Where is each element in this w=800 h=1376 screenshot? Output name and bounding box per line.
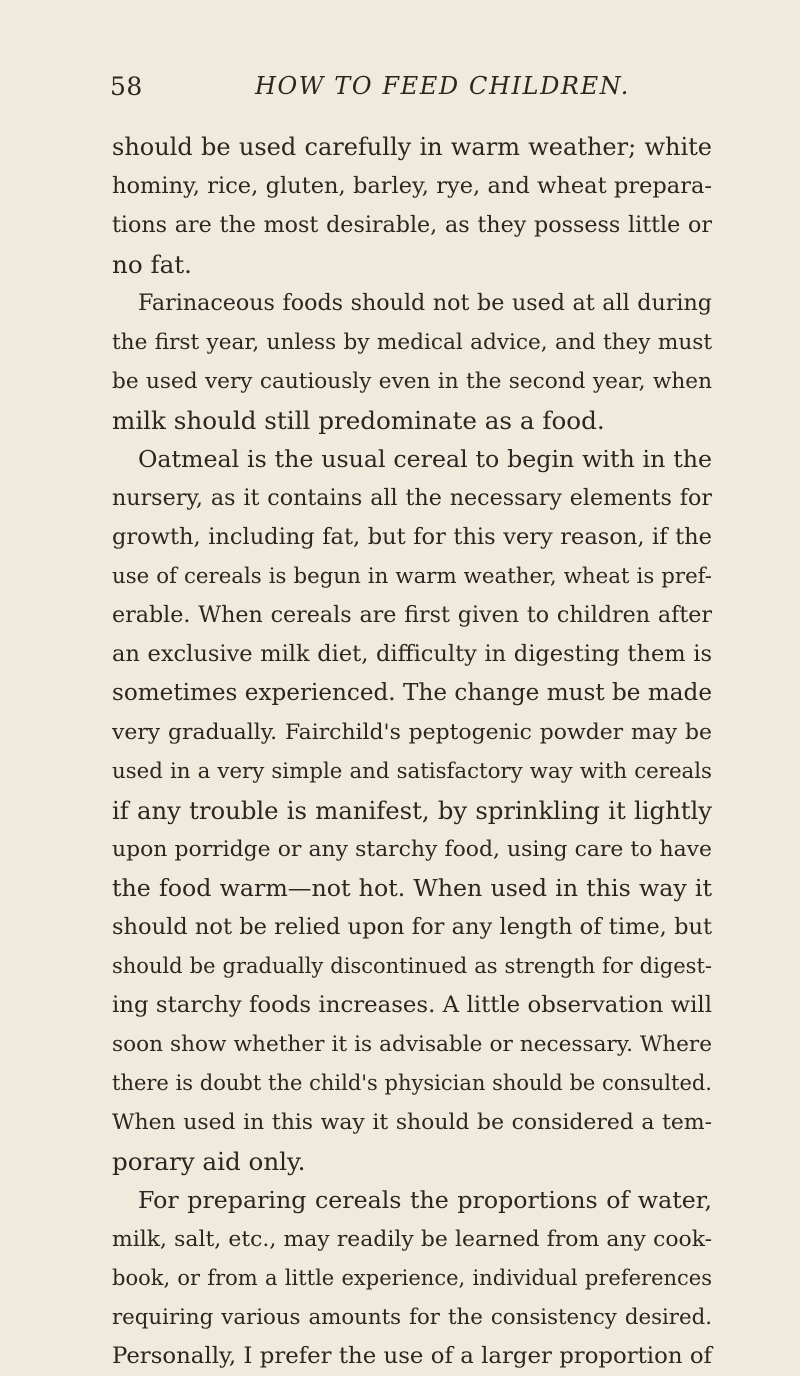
text-line: nursery, as it contains all the necessary elements for <box>112 485 712 511</box>
text-line: Personally, I prefer the use of a larger proportion of <box>112 1343 712 1369</box>
text-line: soon show whether it is advisable or necessary. Where <box>112 1032 712 1057</box>
text-line: use of cereals is begun in warm weather, wheat is pref- <box>112 564 712 589</box>
text-line: very gradually. Fairchild's peptogenic powder may be <box>112 720 712 745</box>
text-line: tions are the most desirable, as they possess little or <box>112 212 712 238</box>
text-line: ing starchy foods increases. A little observation will <box>112 992 712 1018</box>
page-header <box>110 72 710 106</box>
text-line: an exclusive milk diet, difficulty in digesting them is <box>112 641 712 667</box>
text-line: should be gradually discontinued as strength for digest- <box>112 954 712 978</box>
text-line: When used in this way it should be considered a tem- <box>112 1110 712 1135</box>
body-text <box>112 128 712 1376</box>
text-line: sometimes experienced. The change must be made <box>112 680 712 706</box>
text-line: the first year, unless by medical advice, and they must <box>112 330 712 355</box>
text-line: growth, including fat, but for this very reason, if the <box>112 524 712 550</box>
text-line: Oatmeal is the usual cereal to begin with in the <box>138 445 712 473</box>
text-line: there is doubt the child's physician should be consulted. <box>112 1071 712 1095</box>
text-line: porary aid only. <box>112 1147 306 1176</box>
text-line: hominy, rice, gluten, barley, rye, and wheat prepara- <box>112 173 712 199</box>
text-line: should not be relied upon for any length of time, but <box>112 914 712 940</box>
text-line: should be used carefully in warm weather; white <box>112 133 712 161</box>
text-line: erable. When cereals are first given to children after <box>112 602 712 628</box>
text-line: requiring various amounts for the consistency desired. <box>112 1305 712 1330</box>
text-line: For preparing cereals the proportions of water, <box>138 1186 712 1214</box>
text-line: book, or from a little experience, individual preferences <box>112 1266 712 1290</box>
text-line: milk should still predominate as a food. <box>112 406 605 435</box>
text-line: be used very cautiously even in the second year, when <box>112 369 712 394</box>
text-line: milk, salt, etc., may readily be learned from any cook- <box>112 1227 712 1252</box>
text-line: the food warm—not hot. When used in this way it <box>112 874 712 902</box>
text-line: if any trouble is manifest, by sprinkling it lightly <box>112 796 712 825</box>
text-line: Farinaceous foods should not be used at all during <box>138 290 712 316</box>
text-line: used in a very simple and satisfactory way with cereals <box>112 759 712 784</box>
running-head: HOW TO FEED CHILDREN. <box>255 72 631 100</box>
page-number: 58 <box>110 72 143 101</box>
text-line: no fat. <box>112 250 192 279</box>
text-line: upon porridge or any starchy food, using care to have <box>112 837 712 862</box>
